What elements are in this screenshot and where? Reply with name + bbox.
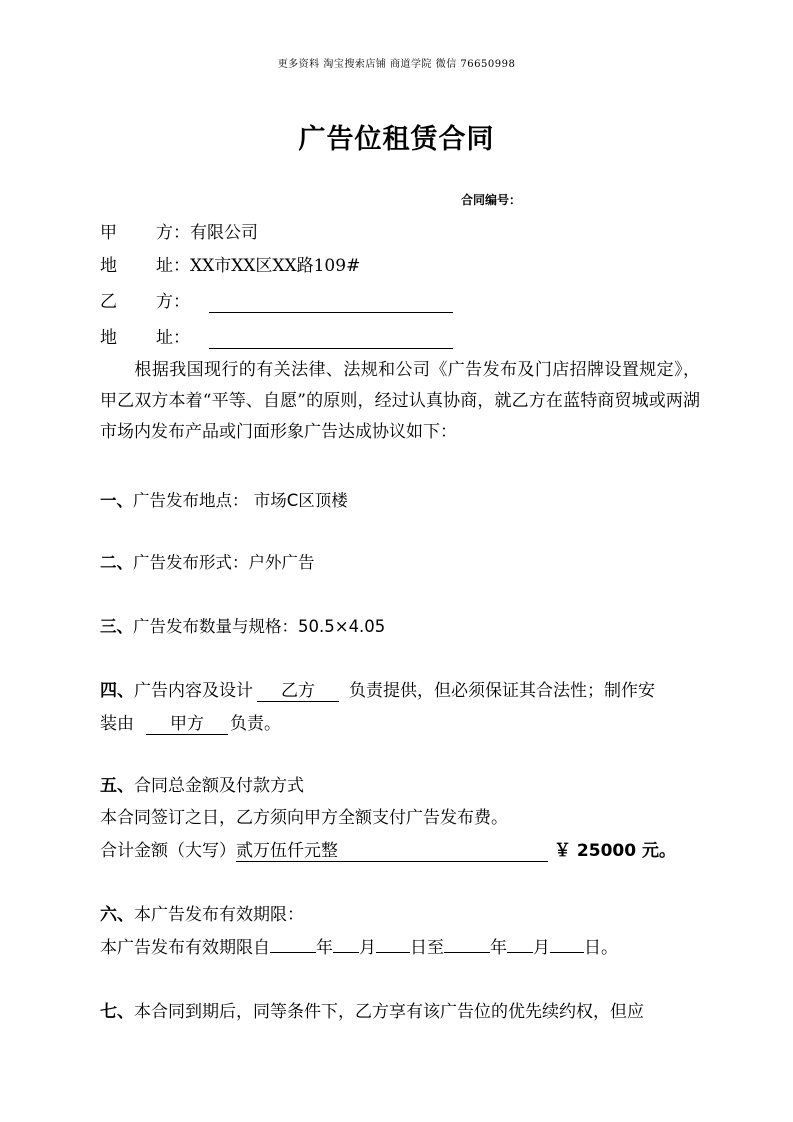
address-b-key-2: 址：: [156, 328, 190, 348]
header-note: 更多资料 淘宝搜索店铺 商道学院 微信 76650998: [277, 59, 516, 70]
section-4-line-1: [100, 679, 655, 703]
section-6-heading: [100, 903, 304, 927]
party-a-row: [100, 221, 258, 245]
section-3-value: 50.5×4.05: [298, 617, 386, 636]
start-day-label: 日至: [410, 938, 444, 958]
party-b-key-2: 方：: [156, 292, 190, 312]
start-month-label: 月: [359, 938, 376, 958]
section-2-number: 二、: [100, 553, 133, 572]
section-7-text: 本合同到期后，同等条件下，乙方享有该广告位的优先续约权，但应: [134, 1002, 644, 1022]
party-b-row: [100, 290, 190, 314]
section-4-maker-field[interactable]: 甲方: [146, 714, 228, 735]
section-1-number: 一、: [100, 491, 133, 510]
start-day-field[interactable]: [376, 952, 410, 953]
section-4-designer-field[interactable]: 乙方: [257, 681, 339, 702]
party-b-key-1: 乙: [100, 292, 117, 312]
intro-text: 根据我国现行的有关法律、法规和公司《广告发布及门店招牌设置规定》，甲乙双方本着“平等、自愿”的原则，经过认真协商，就乙方在蓝特商贸城或两湖市场内发布产品或门面形象广告达成协议如下：: [100, 360, 700, 442]
section-7-number: 七、: [100, 1002, 134, 1022]
end-year-field[interactable]: [444, 952, 490, 953]
address-a-key-1: 地: [100, 256, 117, 276]
section-3: [100, 615, 385, 639]
party-a-value: 有限公司: [190, 223, 258, 243]
start-month-field[interactable]: [333, 952, 359, 953]
address-b-key-1: 地: [100, 328, 117, 348]
address-a-value: XX市XX区XX路109#: [190, 256, 361, 276]
contract-number-label: 合同编号：: [461, 193, 522, 207]
party-a-key-1: 甲: [100, 223, 117, 243]
section-7-line-1: [100, 1000, 644, 1024]
party-a-key-2: 方：: [156, 223, 190, 243]
end-month-field[interactable]: [507, 952, 533, 953]
section-4-text-1: 广告内容及设计: [134, 681, 253, 701]
section-3-label: 广告发布数量与规格：: [133, 617, 298, 636]
end-month-label: 月: [533, 938, 550, 958]
section-2-value: 户外广告: [248, 553, 315, 572]
section-1-label: 广告发布地点：: [133, 491, 249, 510]
section-5-line-1: 本合同签订之日，乙方须向甲方全额支付广告发布费。: [100, 808, 508, 828]
section-1: [100, 489, 348, 513]
address-b-fill-line[interactable]: [209, 327, 453, 349]
start-year-field[interactable]: [270, 952, 316, 953]
section-2-label: 广告发布形式：: [133, 553, 249, 572]
section-1-value: 市场C区顶楼: [248, 491, 348, 510]
section-6-period-row: [100, 936, 618, 960]
section-4-text-3: 装由: [100, 714, 134, 734]
section-2: [100, 551, 315, 575]
amount-label: 合计金额（大写）: [100, 841, 236, 861]
intro-paragraph: [100, 355, 700, 448]
section-4-text-2: 负责提供，但必须保证其合法性；制作安: [349, 681, 655, 701]
amount-figure: ￥ 25000 元。: [554, 841, 676, 861]
document-title: 广告位租赁合同: [298, 124, 495, 155]
section-4-text-4: 负责。: [230, 714, 281, 734]
section-5-number: 五、: [100, 776, 134, 796]
section-3-number: 三、: [100, 617, 133, 636]
end-day-field[interactable]: [550, 952, 584, 953]
end-year-label: 年: [490, 938, 507, 958]
address-a-key-2: 址：: [156, 256, 190, 276]
section-5-amount-row: [100, 839, 676, 863]
section-4-number: 四、: [100, 681, 134, 701]
section-4-line-2: [100, 712, 281, 736]
party-b-address-row: [100, 326, 190, 350]
end-day-label: 日。: [584, 938, 618, 958]
section-6-heading-text: 本广告发布有效期限：: [134, 905, 304, 925]
section-5-heading-text: 合同总金额及付款方式: [134, 776, 304, 796]
amount-words-field[interactable]: [236, 841, 548, 862]
party-a-address-row: [100, 254, 360, 278]
period-text: 本广告发布有效期限自: [100, 938, 270, 958]
section-5-heading: [100, 774, 304, 798]
section-6-number: 六、: [100, 905, 134, 925]
amount-words: 贰万伍仟元整: [236, 841, 338, 861]
start-year-label: 年: [316, 938, 333, 958]
party-b-fill-line[interactable]: [209, 291, 453, 313]
